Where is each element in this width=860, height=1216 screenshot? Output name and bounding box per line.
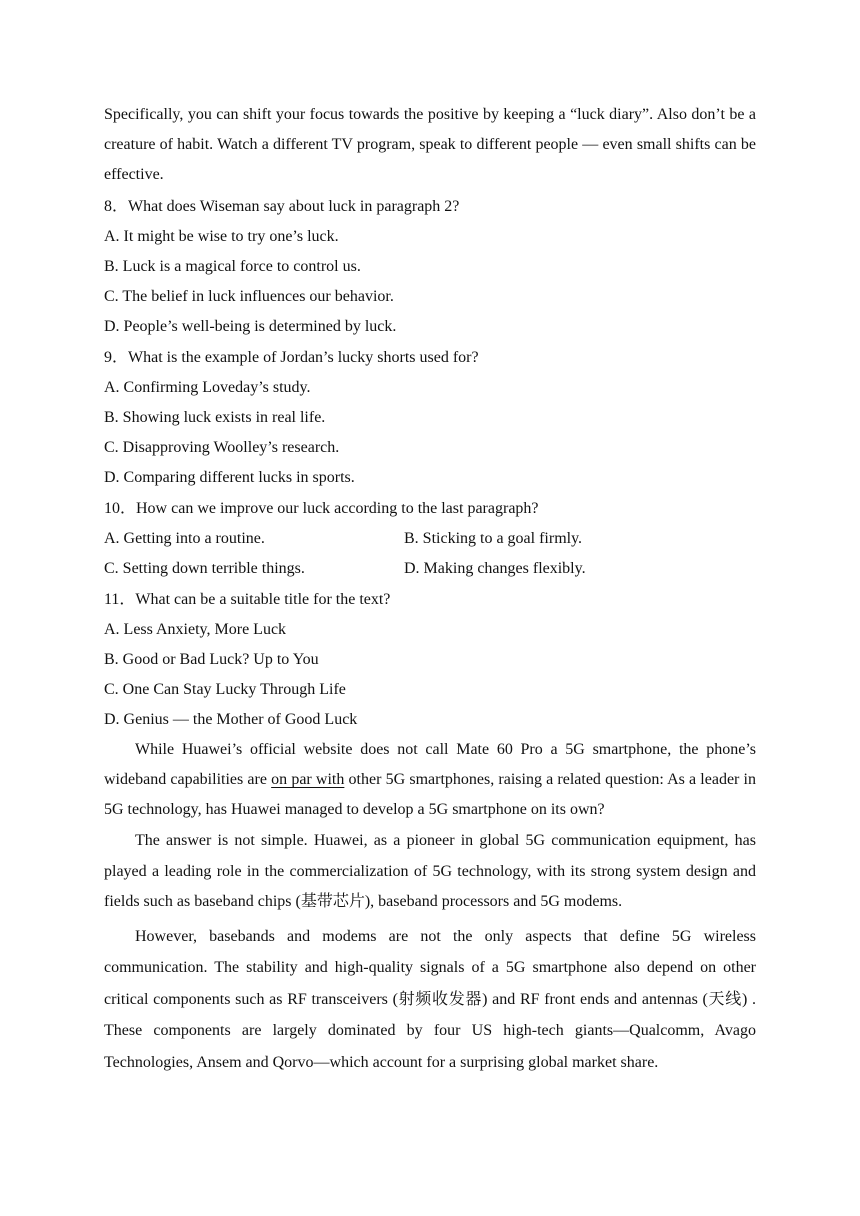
question-11-option-a: A. Less Anxiety, More Luck — [104, 621, 287, 638]
passage-p1-after: other 5G smartphones, raising a related question: As a leader in 5G technology, has Huawei managed to develop a 5G smartphone on its own? — [104, 771, 757, 818]
question-8-option-b: B. Luck is a magical force to control us. — [104, 258, 361, 275]
question-10-option-a: A. Getting into a routine. — [104, 530, 265, 547]
question-11-option-b: B. Good or Bad Luck? Up to You — [104, 651, 319, 668]
question-8-option-c: C. The belief in luck influences our behavior. — [104, 288, 394, 305]
question-11-option-c: C. One Can Stay Lucky Through Life — [104, 681, 346, 698]
question-8-option-d: D. People’s well-being is determined by luck. — [104, 318, 397, 335]
question-11-option-d: D. Genius — the Mother of Good Luck — [104, 711, 358, 728]
passage-p1-before: While Huawei’s official website does not call Mate 60 Pro a 5G smartphone, the phone’s wideband capabilities are — [104, 741, 756, 788]
question-10-options-row-2 — [104, 554, 756, 584]
question-10-options-row-1 — [104, 524, 756, 554]
question-10-option-d: D. Making changes flexibly. — [404, 560, 586, 577]
intro-paragraph: Specifically, you can shift your focus towards the positive by keeping a “luck diary”. Also don’t be a creature of habit. Watch a different TV program, speak to different people — even small shifts can be effective. — [104, 106, 756, 183]
question-9-option-b: B. Showing luck exists in real life. — [104, 409, 326, 426]
question-10-option-c: C. Setting down terrible things. — [104, 560, 305, 577]
passage-paragraph-3: However, basebands and modems are not the only aspects that define 5G wireless communication. The stability and high-quality signals of a 5G smartphone also depend on other critical components such as RF transceivers (射频收发器) and RF front ends and antennas (天线) . These components are largely dominated by four US high-tech giants—Qualcomm, Avago Technologies, Ansem and Qorvo—which account for a surprising global market share. — [104, 927, 756, 1071]
question-9-option-c: C. Disapproving Woolley’s research. — [104, 439, 340, 456]
question-11-stem: 11．What can be a suitable title for the text? — [104, 591, 391, 608]
question-10-stem: 10．How can we improve our luck according to the last paragraph? — [104, 500, 539, 517]
question-8-stem: 8．What does Wiseman say about luck in paragraph 2? — [104, 198, 460, 215]
question-10-option-b: B. Sticking to a goal firmly. — [404, 530, 583, 547]
underlined-phrase: on par with — [271, 771, 345, 788]
question-9-option-d: D. Comparing different lucks in sports. — [104, 469, 355, 486]
question-9-stem: 9．What is the example of Jordan’s lucky shorts used for? — [104, 349, 479, 366]
question-8-option-a: A. It might be wise to try one’s luck. — [104, 228, 339, 245]
passage-paragraph-2: The answer is not simple. Huawei, as a pioneer in global 5G communication equipment, has played a leading role in the commercialization of 5G technology, with its strong system design and fields such as baseband chips (基带芯片), baseband processors and 5G modems. — [104, 832, 756, 910]
question-9-option-a: A. Confirming Loveday’s study. — [104, 379, 311, 396]
passage-paragraph-1 — [104, 735, 756, 825]
document-page — [104, 100, 756, 1078]
